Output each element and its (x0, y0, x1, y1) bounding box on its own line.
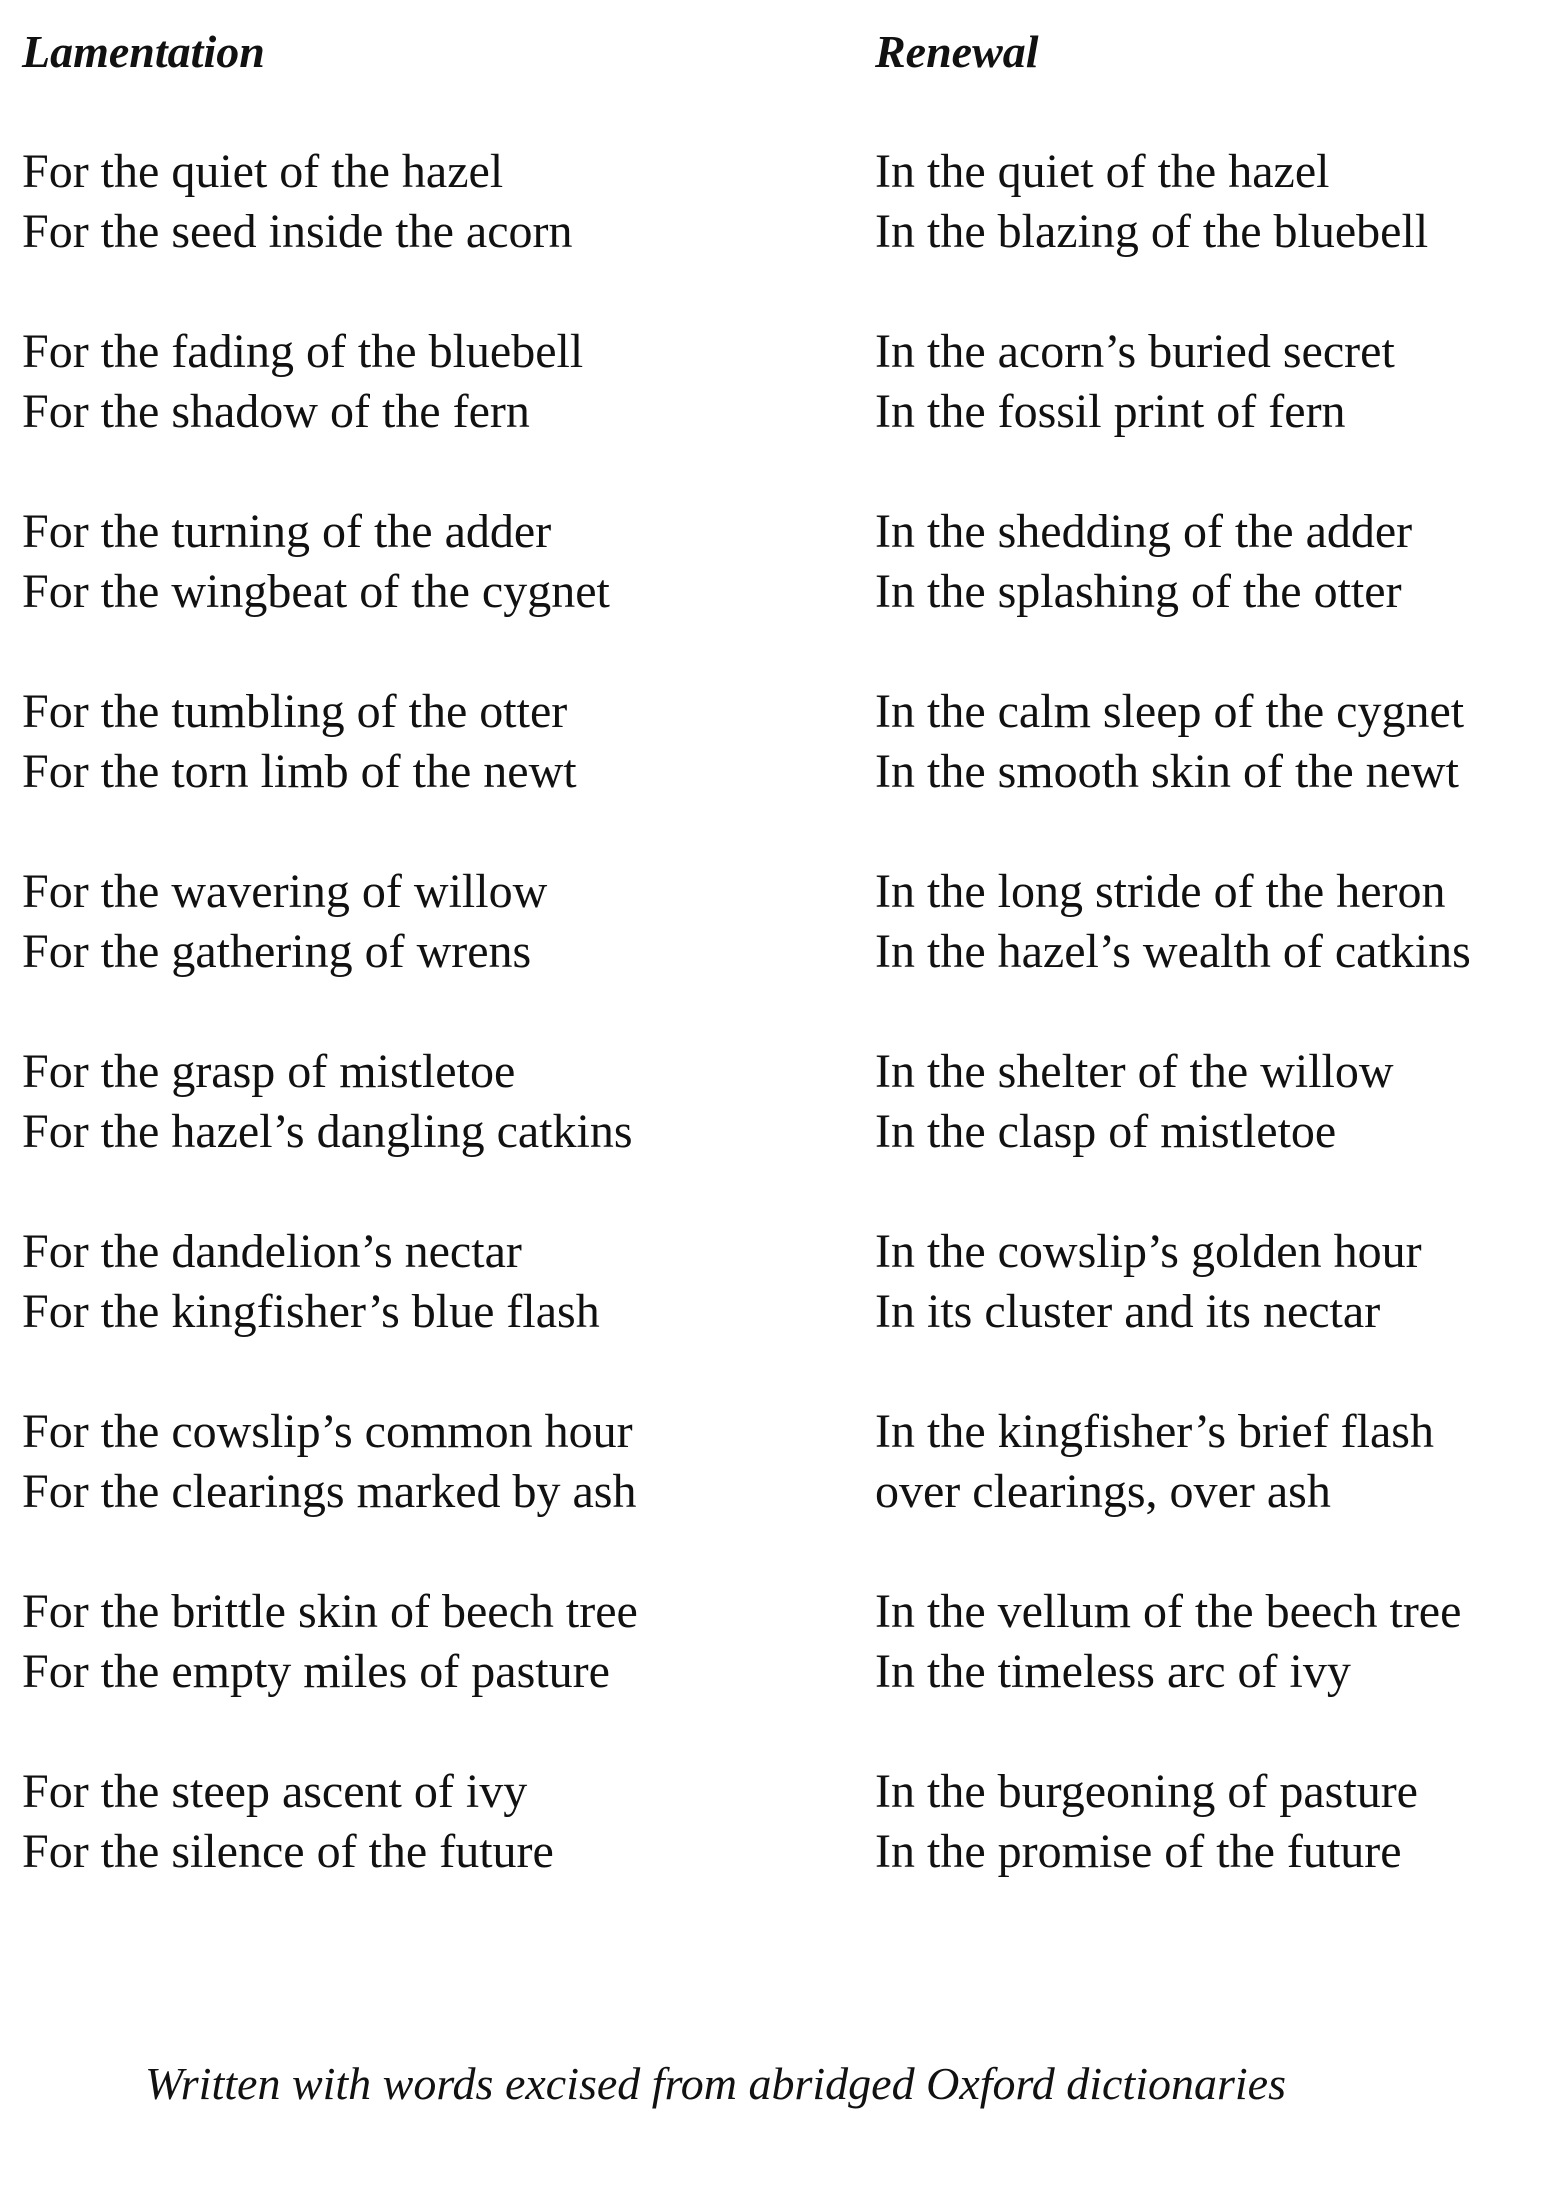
poem-line: In the promise of the future (875, 1825, 1402, 1878)
poem-line: For the cowslip’s common hour (22, 1405, 633, 1458)
renewal-stanza (875, 1762, 1550, 1882)
poem-line: For the wingbeat of the cygnet (22, 565, 610, 618)
poem-line: In the burgeoning of pasture (875, 1765, 1418, 1818)
lamentation-stanza (22, 1582, 782, 1702)
renewal-stanza (875, 862, 1550, 982)
poem-line: For the turning of the adder (22, 505, 552, 558)
poem-line: over clearings, over ash (875, 1465, 1331, 1518)
poem-line: In its cluster and its nectar (875, 1285, 1381, 1338)
poem-line: In the fossil print of fern (875, 385, 1346, 438)
poem-line: For the fading of the bluebell (22, 325, 584, 378)
poem-line: In the long stride of the heron (875, 865, 1446, 918)
poem-line: In the vellum of the beech tree (875, 1585, 1462, 1638)
poem-line: In the timeless arc of ivy (875, 1645, 1351, 1698)
footnote: Written with words excised from abridged Oxford dictionaries (145, 2058, 1286, 2109)
renewal-stanza (875, 1582, 1550, 1702)
lamentation-stanza (22, 862, 782, 982)
poem-line: For the seed inside the acorn (22, 205, 573, 258)
renewal-stanza (875, 322, 1550, 442)
lamentation-title: Lamentation (22, 26, 265, 77)
poem-line: In the hazel’s wealth of catkins (875, 925, 1471, 978)
poem-line: For the torn limb of the newt (22, 745, 577, 798)
poem-line: In the smooth skin of the newt (875, 745, 1459, 798)
poem-line: For the steep ascent of ivy (22, 1765, 528, 1818)
poem-line: For the clearings marked by ash (22, 1465, 637, 1518)
poem-line: In the calm sleep of the cygnet (875, 685, 1465, 738)
poem-line: For the quiet of the hazel (22, 145, 504, 198)
lamentation-stanza (22, 142, 782, 262)
poem-line: In the splashing of the otter (875, 565, 1402, 618)
poem-line: In the shedding of the adder (875, 505, 1413, 558)
poem-line: In the blazing of the bluebell (875, 205, 1429, 258)
lamentation-stanza (22, 322, 782, 442)
poem-line: For the shadow of the fern (22, 385, 530, 438)
poem-line: For the hazel’s dangling catkins (22, 1105, 633, 1158)
poem-line: For the silence of the future (22, 1825, 554, 1878)
poem-line: In the clasp of mistletoe (875, 1105, 1337, 1158)
poem-line: In the shelter of the willow (875, 1045, 1394, 1098)
poem-line: For the gathering of wrens (22, 925, 532, 978)
renewal-stanza (875, 1042, 1550, 1162)
poem-line: In the quiet of the hazel (875, 145, 1330, 198)
renewal-stanza (875, 682, 1550, 802)
renewal-stanza (875, 142, 1550, 262)
renewal-stanza (875, 1402, 1550, 1522)
poem-line: For the wavering of willow (22, 865, 548, 918)
lamentation-stanza (22, 1222, 782, 1342)
renewal-title: Renewal (875, 26, 1039, 77)
poem-line: For the tumbling of the otter (22, 685, 568, 738)
lamentation-stanza (22, 502, 782, 622)
lamentation-stanza (22, 1402, 782, 1522)
poem-line: For the kingfisher’s blue flash (22, 1285, 600, 1338)
poem-line: For the brittle skin of beech tree (22, 1585, 638, 1638)
lamentation-stanza (22, 682, 782, 802)
poem-line: For the dandelion’s nectar (22, 1225, 522, 1278)
renewal-stanza (875, 502, 1550, 622)
renewal-stanza (875, 1222, 1550, 1342)
renewal-column (875, 22, 1550, 1882)
poem-line: In the cowslip’s golden hour (875, 1225, 1422, 1278)
poem-line: For the empty miles of pasture (22, 1645, 610, 1698)
lamentation-stanza (22, 1762, 782, 1882)
poem-line: In the kingfisher’s brief flash (875, 1405, 1434, 1458)
lamentation-column (22, 22, 782, 1882)
lamentation-stanza (22, 1042, 782, 1162)
poem-line: For the grasp of mistletoe (22, 1045, 516, 1098)
poem-line: In the acorn’s buried secret (875, 325, 1395, 378)
